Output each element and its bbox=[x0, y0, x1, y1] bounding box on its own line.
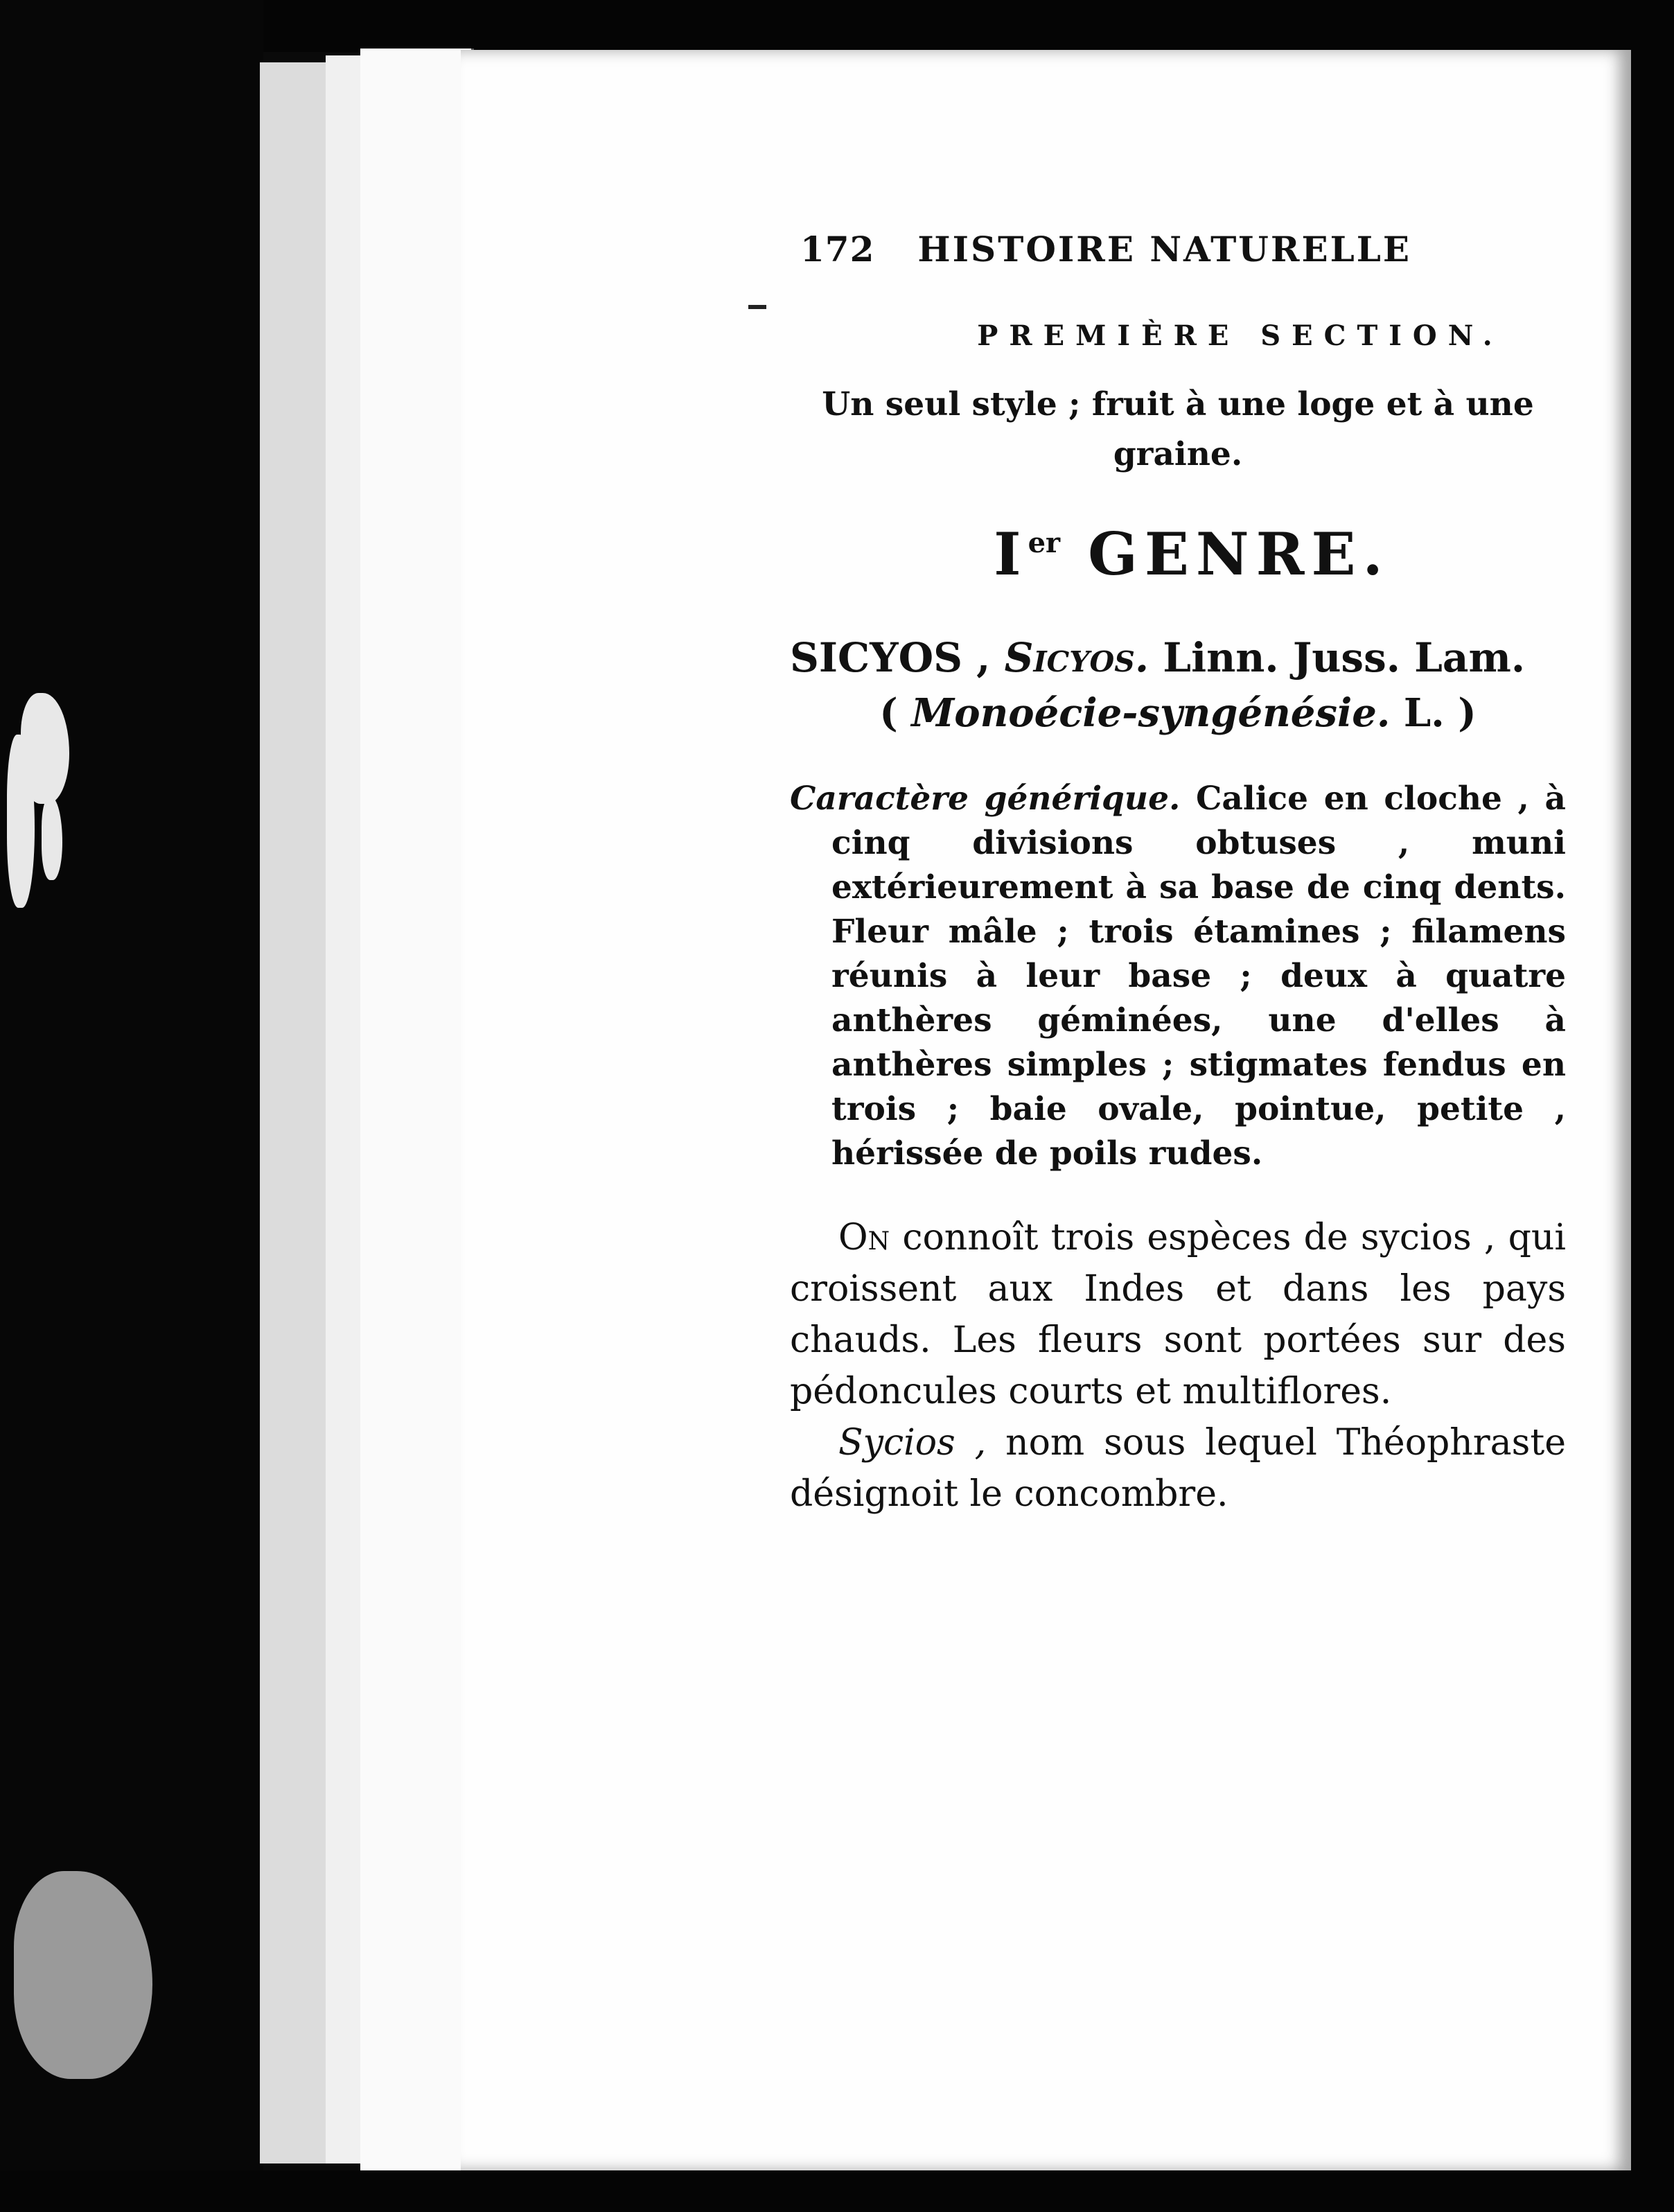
ink-mark bbox=[748, 305, 766, 309]
paragraph-text: nom sous lequel Théophraste désignoit le concombre. bbox=[790, 1422, 1566, 1515]
running-head bbox=[800, 229, 1566, 270]
character-text: Calice en cloche , à cinq divisions obtuses , muni extérieurement à sa base de cinq dents. Fleur mâle ; trois étamines ; filamens réunis à leur base ; deux à quatre anthères géminées, une d'elles à anthères simples ; stigmates fendus en trois ; baie ovale, pointue, petite , hérissée de poils rudes. bbox=[831, 780, 1566, 1173]
page-number: 172 bbox=[800, 229, 875, 270]
paragraph-lead: Sycios , bbox=[838, 1422, 987, 1464]
paragraph-lead: On bbox=[838, 1217, 890, 1258]
genre-ordinal: I bbox=[994, 520, 1028, 588]
genus-heading bbox=[790, 630, 1566, 685]
section-description: Un seul style ; fruit à une loge et à une graine. bbox=[822, 385, 1534, 473]
character-label: Caractère générique. bbox=[790, 780, 1181, 818]
paragraph-etymology bbox=[790, 1417, 1566, 1520]
page-text bbox=[790, 229, 1566, 1520]
paragraph-species bbox=[790, 1212, 1566, 1417]
scan-border-right bbox=[1631, 0, 1674, 2212]
paper-fragment bbox=[42, 797, 62, 880]
running-head-title: HISTOIRE NATURELLE bbox=[917, 229, 1411, 270]
genus-authors: Linn. Juss. Lam. bbox=[1163, 634, 1526, 681]
classification-author: L. ) bbox=[1390, 690, 1477, 736]
classification-name: Monoécie-syngénésie. bbox=[911, 690, 1391, 736]
classification-open: ( bbox=[879, 690, 912, 736]
section-title: PREMIÈRE SECTION. bbox=[977, 319, 1504, 352]
genre-ordinal-sup: er bbox=[1028, 527, 1061, 559]
classification bbox=[790, 685, 1566, 741]
genus-name: SICYOS , bbox=[790, 634, 991, 681]
genre-heading bbox=[818, 520, 1566, 588]
genre-label: GENRE. bbox=[1088, 520, 1390, 588]
book-binding-area bbox=[0, 0, 263, 2212]
scan-border-bottom bbox=[0, 2170, 1674, 2212]
genus-latin: Sicyos. bbox=[1004, 634, 1149, 681]
paper-fragment bbox=[14, 1871, 152, 2079]
page-edge bbox=[360, 49, 474, 2170]
generic-character bbox=[790, 777, 1566, 1176]
paragraph-text: connoît trois espèces de sycios , qui croissent aux Indes et dans les pays chauds. Les fleurs sont portées sur des pédoncules courts et multiflores. bbox=[790, 1217, 1566, 1412]
